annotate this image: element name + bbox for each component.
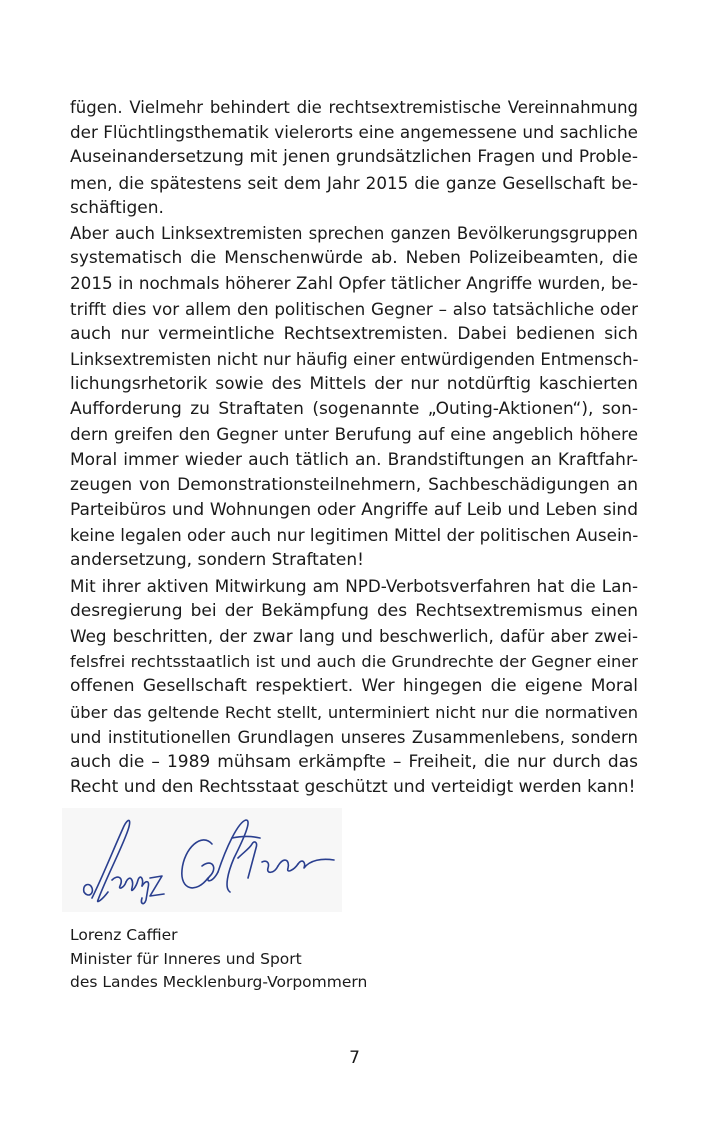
signature-block bbox=[70, 924, 367, 995]
text-line: felsfrei rechtsstaatlich ist und auch die Grundrechte der Gegner einer bbox=[70, 652, 638, 672]
text-line: dern greifen den Gegner unter Berufung auf eine angeblich höhere bbox=[70, 424, 638, 445]
signatory-state: des Landes Mecklenburg-Vorpommern bbox=[70, 973, 368, 991]
page-number: 7 bbox=[349, 1048, 360, 1068]
text-line: schäftigen. bbox=[70, 197, 164, 218]
text-line: Recht und den Rechtsstaat geschützt und verteidigt werden kann! bbox=[70, 777, 636, 798]
text-line: trifft dies vor allem den politischen Gegner – also tatsächliche oder bbox=[70, 298, 638, 319]
text-line: keine legalen oder auch nur legitimen Mittel der politischen Ausein- bbox=[70, 525, 638, 546]
text-line: men, die spätestens seit dem Jahr 2015 die ganze Gesellschaft be- bbox=[70, 172, 638, 193]
text-line: und institutionellen Grundlagen unseres Zusammenlebens, sondern bbox=[70, 727, 638, 747]
text-line: Aber auch Linksextremisten sprechen ganzen Bevölkerungsgruppen bbox=[70, 223, 638, 243]
text-line: Parteibüros und Wohnungen oder Angriffe auf Leib und Leben sind bbox=[70, 500, 638, 520]
text-line: Weg beschritten, der zwar lang und beschwerlich, dafür aber zwei- bbox=[70, 625, 638, 646]
text-line: 2015 in nochmals höherer Zahl Opfer tätlicher Angriffe wurden, be- bbox=[70, 273, 638, 294]
body-text bbox=[70, 95, 638, 800]
signatory-name: Lorenz Caffier bbox=[70, 926, 178, 944]
text-line: der Flüchtlingsthematik vielerorts eine angemessene und sachliche bbox=[70, 122, 638, 143]
text-line: auch nur vermeintliche Rechtsextremisten. Dabei bedienen sich bbox=[70, 323, 638, 344]
text-line: offenen Gesellschaft respektiert. Wer hingegen die eigene Moral bbox=[70, 676, 638, 697]
text-line: Aufforderung zu Straftaten (sogenannte „Outing-Aktionen“), son- bbox=[70, 399, 638, 420]
text-line: Linksextremisten nicht nur häufig einer entwürdigenden Entmensch- bbox=[70, 349, 638, 369]
text-line: Mit ihrer aktiven Mitwirkung am NPD-Verbotsverfahren hat die Lan- bbox=[70, 575, 638, 596]
text-line: Auseinandersetzung mit jenen grundsätzlichen Fragen und Proble- bbox=[70, 147, 638, 168]
text-line: über das geltende Recht stellt, unterminiert nicht nur die normativen bbox=[70, 702, 638, 722]
text-line: lichungsrhetorik sowie des Mittels der nur notdürftig kaschierten bbox=[70, 374, 638, 395]
signatory-title: Minister für Inneres und Sport bbox=[70, 949, 302, 968]
text-line: andersetzung, sondern Straftaten! bbox=[70, 550, 364, 571]
text-line: fügen. Vielmehr behindert die rechtsextremistische Vereinnahmung bbox=[70, 98, 638, 117]
text-line: desregierung bei der Bekämpfung des Rechtsextremismus einen bbox=[70, 600, 638, 621]
handwritten-signature bbox=[62, 808, 342, 912]
text-line: auch die – 1989 mühsam erkämpfte – Freiheit, die nur durch das bbox=[70, 751, 638, 772]
signature-scribble-icon bbox=[62, 808, 342, 912]
text-line: systematisch die Menschenwürde ab. Neben Polizeibeamten, die bbox=[70, 248, 638, 269]
text-line: Moral immer wieder auch tätlich an. Brandstiftungen an Kraftfahr- bbox=[70, 449, 638, 470]
text-line: zeugen von Demonstrationsteilnehmern, Sachbeschädigungen an bbox=[70, 474, 638, 495]
